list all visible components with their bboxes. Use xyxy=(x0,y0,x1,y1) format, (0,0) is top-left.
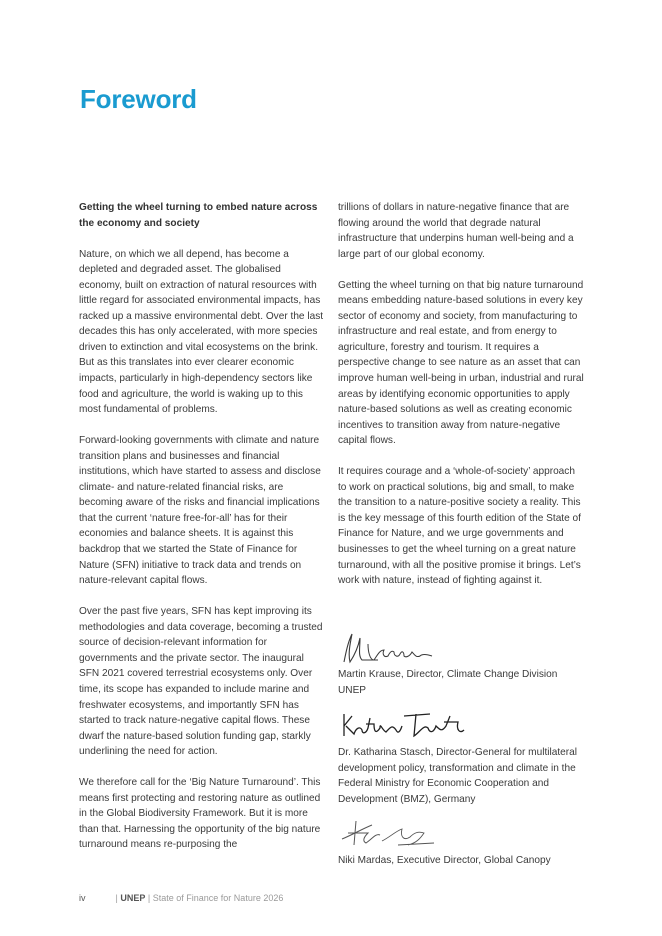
footer-separator: | xyxy=(115,893,118,903)
right-column xyxy=(338,200,584,604)
page-title: Foreword xyxy=(80,84,197,114)
paragraph: trillions of dollars in nature-negative finance that are flowing around the world that degrade natural infrastructure that underpins human well-being and a large part of our global economy. xyxy=(338,202,574,260)
footer-separator: | xyxy=(147,893,151,903)
signature-mardas-image xyxy=(338,815,438,851)
signatory-stasch xyxy=(338,745,588,807)
signature-krause-image xyxy=(338,630,438,666)
signatory-mardas xyxy=(338,853,588,869)
signature-stasch-image xyxy=(338,710,468,740)
signatory-name-title: Dr. Katharina Stasch, Director-General for multilateral development policy, transformation and climate in the Federal Ministry for Economic Cooperation and Development (BMZ), Germany xyxy=(338,747,577,805)
page-footer xyxy=(79,893,283,903)
section-subhead: Getting the wheel turning to embed nature across the economy and society xyxy=(79,202,318,229)
paragraph: Forward-looking governments with climate and nature transition plans and businesses and financial institutions, which have started to assess and disclose climate- and nature-related financial risks, are becoming aware of the risks and financial implications that the current ‘nature free-for-all’ has for their economies and balance sheets. It is against this backdrop that we started the State of Finance for Nature (SFN) initiative to track data and trends on nature-relevant capital flows. xyxy=(79,435,321,587)
paragraph: Nature, on which we all depend, has become a depleted and degraded asset. The globalised economy, built on extraction of natural resources with little regard for associated environmental impacts, has racked up a massive environmental debt. Over the last decades this has only accelerated, with more species driven to extinction and vital ecosystems on the brink. But as this translates into ever clearer economic impacts, particularly in high-dependency sectors like food and agriculture, the world is waking up to this most fundamental of problems. xyxy=(79,248,324,416)
footer-org: UNEP xyxy=(120,893,146,903)
footer-report-title: State of Finance for Nature 2026 xyxy=(152,893,284,903)
signatory-krause xyxy=(338,667,588,698)
signatory-name-title: Martin Krause, Director, Climate Change Division xyxy=(338,669,558,680)
paragraph: It requires courage and a ‘whole-of-society’ approach to work on practical solutions, big and small, to make the transition to a nature-positive society a reality. This is the key message of this fourth edition of the State of Finance for Nature, and we urge governments and businesses to get the wheel turning on a great nature turnaround, with all the positive promise it brings. Let’s work with nature, instead of fighting against it. xyxy=(338,466,581,587)
paragraph: Getting the wheel turning on that big nature turnaround means embedding nature-based solutions in every key sector of economy and society, from manufacturing to infrastructure and real estate, and from energy to agriculture, forestry and tourism. It requires a perspective change to see nature as an asset that can improve human well-being in urban, industrial and rural areas by identifying economic opportunities to apply nature-based solutions as well as creating economic incentives to transition away from nature-negative capital flows. xyxy=(338,279,584,447)
paragraph: We therefore call for the ‘Big Nature Turnaround’. This means first protecting and restoring nature as outlined in the Global Biodiversity Framework. But it is more than that. Harnessing the opportunity of the big nature turnaround means re-purposing the xyxy=(79,777,321,851)
signatory-name-title: Niki Mardas, Executive Director, Global Canopy xyxy=(338,855,551,866)
left-column xyxy=(79,200,325,869)
paragraph: Over the past five years, SFN has kept improving its methodologies and data coverage, becoming a trusted source of decision-relevant information for governments and the private sector. The inaugural SFN 2021 covered terrestrial ecosystems only. Over time, its scope has expanded to include marine and freshwater ecosystems, and importantly SFN has started to track nature-negative capital flows. These dwarf the nature-based solution funding gap, starkly underlining the need for action. xyxy=(79,606,323,758)
page-number: iv xyxy=(79,893,86,903)
signatory-org: UNEP xyxy=(338,684,367,696)
